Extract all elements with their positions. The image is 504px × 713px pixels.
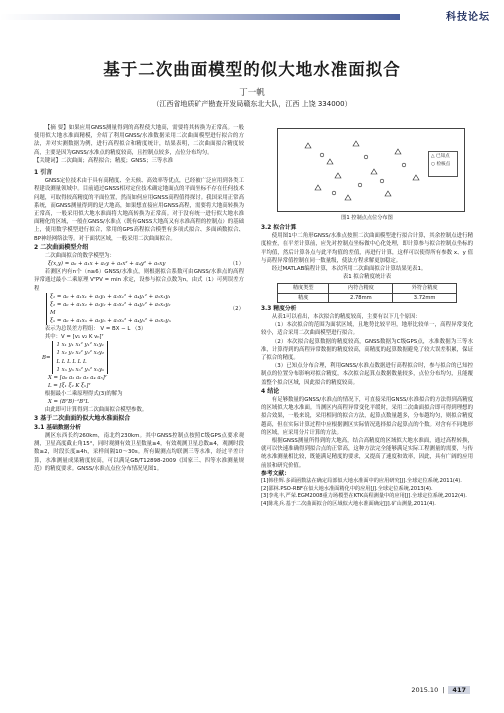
paragraph-reason-1: （1）本次拟合的范围为面状区域，且地势比较平坦，地形比较单一，高程异常变化较小，适合采用二次曲面模型进行拟合。 <box>261 322 473 337</box>
figure-legend <box>428 151 458 177</box>
table-header-row <box>278 284 457 293</box>
vector-l: L = [ξ₁ ξ₂ K ξₙ]ᵀ <box>48 383 91 390</box>
accuracy-table <box>277 283 457 302</box>
legend-check-point: ○ 检核点 <box>431 162 451 167</box>
section-heading-introduction: 1 引言 <box>34 169 53 177</box>
check-point <box>402 163 406 167</box>
matrix-b-body <box>52 341 108 374</box>
matrix-row: L L L L L L <box>56 358 87 365</box>
equation-line: ξ₂ = a₀ + a₁x₂ + a₂y₂ + a₃x₂² + a₄y₂² + a₅x₂y₂ <box>50 301 171 308</box>
known-point <box>353 141 359 146</box>
check-point <box>364 155 368 159</box>
paragraph-data-analysis: 测区东西长约260km，南北约230km。其中GNSS控制点按照C级GPS点要求观测，卫星高度截止角15°，同时观测有效卫星数量≥4，有效观测卫星总数≥4，观测时段数≥2，时段长度≥4h，采样间隔10～30s。所有観测点均联测三等水准，经过平差计算，水准测量成果精度较高，可以满足GB/T12898-2009《国家三、四等水准测量规范》的精度要求。GNSS/水准点点位分布情况见图1。 <box>34 432 244 472</box>
table-header-cell: 外符合精度 <box>393 284 457 293</box>
page-footer <box>411 686 470 694</box>
known-point <box>371 169 377 174</box>
reference-item: [4]陈兆兵.基于二次曲面拟合的区域似大地水准面确定[J].矿山测量,2011(4). <box>261 500 436 507</box>
matrix-b <box>42 341 244 374</box>
table-cell: 3.72mm <box>393 293 457 302</box>
paragraph-solution: 根据最小二乘原理得式(3)的解为 <box>44 391 123 398</box>
known-points <box>305 141 419 200</box>
equation-line: M <box>50 309 56 316</box>
check-points <box>320 153 406 195</box>
known-point <box>305 143 311 148</box>
table-header-cell: 内符合精度 <box>329 284 393 293</box>
matrix-row: 1 x₂ y₂ x₂² y₂² x₂y₂ <box>56 350 105 357</box>
figure-1-caption: 图1 控制点点位分布图 <box>341 215 393 221</box>
header-gradient-strip <box>0 14 400 20</box>
table-header-cell: 精度类型 <box>278 284 329 293</box>
paragraph-introduction: GNSS定位技术由于具有高精度、全天候、高效率等优点，已经被广泛应用到各类工程建设测量领域中。目前通过GNSS相对定位技术确定地面点的平面坐标不存在任何技术问题，可取得较高精度的平面位置，然而如何应用GNSS高程值得探讨。我国采用正常高系统，而GNSS测量得到的是大地高，如果想直接应用GNSS高程，需要将大地高转换为正常高，一般采用似大地水准面将大地高转换为正常高。对于没有统一进行似大地水准面精化的区域，一般在GNSS/水准点（既有GNSS大地高又有水准高程的控制点）的基础上，使用数学模型进行拟合，常用的GPS高程拟合模型有多项式拟合、多面函数拟合、BP神经网络法等。对于面状区域，一般采用二次曲面拟合。 <box>34 178 244 242</box>
legend-known-point: △ 已知点 <box>431 154 450 159</box>
subsection-heading-calculation: 3.2 拟合计算 <box>261 225 297 231</box>
check-point <box>332 191 336 195</box>
known-point <box>327 159 333 164</box>
abstract: 【摘 要】如果应用GNSS测量得到的高程使大地高，需要将其转换为正常高。一般使用似大地水准面精模，介绍了利用GNSS/水准数据采用二次曲面模型进行拟合的方法，并对实测数据为例，进行高程拟合和精度统计，结果表明，二次曲面拟合精度较高，主要是因为GNSS/水准点的精度较高，且控制点较多，点位分布均匀。 <box>34 125 244 156</box>
known-point <box>335 173 341 178</box>
paragraph-reason-3: （3）已知点分布合理，利用GNSS/水准点数据进行高程拟合时，参与拟合的已知控制点的位置分布影响对拟合精度，本次拟合起算点数据数量较多，点位分布均匀，且能覆盖整个拟合区域，因此拟合的精度较高。 <box>261 363 473 386</box>
references-heading: 参考文献： <box>261 470 290 477</box>
author-name: 丁一帆 <box>239 88 265 98</box>
formula-1-text: ξ(x,y) = a₀ + a₁x + a₂y + a₃x² + a₄y² + a₅xy <box>48 261 166 268</box>
equation-system-number: （2） <box>229 305 244 312</box>
subsection-heading-accuracy: 3.3 精度分析 <box>261 305 297 312</box>
paragraph-least-squares: 若测区内有n个（n≥6）GNSS/水准点，则根据拟合系数可由GNSS/水准点的高程异常通过最小二乘原理 VᵀPV = min 求定，设参与拟合点数为n，由式（1）可列误差方程 <box>34 269 244 292</box>
equation-line: ξₙ = a₀ + a₁xₙ + a₂yₙ + a₃xₙ² + a₄yₙ² + a₅xₙyₙ <box>50 317 171 324</box>
table-1-caption: 表1 拟合精度统计表 <box>342 274 392 281</box>
equation-line: ξ₁ = a₀ + a₁x₁ + a₂y₁ + a₃x₁² + a₄y₁² + a₅x₁y₁ <box>50 293 171 300</box>
figure-1-frame <box>277 128 465 212</box>
section-heading-fitting: 3 基于二次曲面的似大地水准面拟合 <box>34 415 131 423</box>
check-point <box>358 183 362 187</box>
subsection-heading-data: 3.1 基础数据分析 <box>34 424 82 431</box>
right-column <box>261 124 473 508</box>
section-heading-model: 2 二次曲面模型介绍 <box>34 243 89 251</box>
known-point <box>315 185 321 190</box>
author-affiliation: （江西省地质矿产勘查开发局赣东北大队，江西 上饶 334000） <box>152 100 352 108</box>
table-cell: 2.78mm <box>329 293 393 302</box>
formula-1-number: （1） <box>229 261 244 268</box>
paragraph-accuracy-intro: 从表1可以看出，本次拟合的精度较高，主要有以下几个原因： <box>271 314 421 321</box>
equation-system <box>34 293 244 325</box>
paragraph-error-equation: 表示为总误差方程组： V = BX − L （3） <box>44 325 147 332</box>
known-point <box>413 175 419 180</box>
paragraph-vector-v: 其中：V = [v₁ v₂ K vₙ]ᵀ <box>44 334 104 341</box>
figure-1 <box>261 124 473 224</box>
paragraph-params: 由此即可计算得到二次曲面拟合模型参数。 <box>44 407 148 414</box>
known-point <box>385 191 391 196</box>
section-label: 科技论坛 <box>446 12 490 23</box>
equation-system-lines <box>46 293 244 325</box>
matrix-b-label: B= <box>42 354 51 361</box>
paragraph-matlab: 经过MATLAB编程计算，本次所用二次曲面拟合计算结果见表1。 <box>271 266 427 273</box>
keywords: 【关键词】二次曲面；高程拟合；精度；GNSS；三等水准 <box>34 157 174 164</box>
section-heading-conclusion: 4 结论 <box>261 387 280 395</box>
matrix-row: 1 x₁ y₁ x₁² y₁² x₁y₁ <box>56 342 105 349</box>
paragraph-reason-2: （2）本次拟合起算数据的精度较高，GNSS数据为C级GPS点，水准数据为三等水准，计算得到的高程异常数据的精度较高，高精度的起算数据避免了较大误差积累，保证了拟合的精度。 <box>261 338 473 362</box>
page-number: 417 <box>448 686 470 694</box>
check-point <box>320 153 324 157</box>
issue-date: 2015.10 <box>411 686 439 694</box>
reference-item: [1]韩佳辉.多面函数法在确定局部似大地水准面中的应用研究[J].全球定位系统,2011(4). <box>261 478 462 485</box>
paragraph-calculation: 使用图1中二角形GNSS/水准点按照二次曲面模型进行拟合计算，其余控制点进行精度检查，在平差计算前，应先对控制点坐标做中心化处理，即计算参与拟合控制点坐标的平均值，然后计算各点与此平均值的差值，再进行计算，这样可以使得所有参数 x、y 值与高程异常值控制在同一数量级，使法方程求解更加稳定。 <box>261 233 473 264</box>
reference-item: [2]邵林.PSO-RBF在似大地水准面精化中的应用[J].全球定位系统,2013(4). <box>261 485 433 492</box>
header-bar <box>0 0 504 26</box>
table-cell: 精度 <box>278 293 329 302</box>
solution-formula: X = (BᵀB)⁻¹BᵀL <box>48 399 89 406</box>
paragraph-conclusion-2: 根据GNSS测量所得到的大地高，结合高精度的区域似大地水准面，通过高程转换，就可以快速准确得到拟合点的正常高，这种方法完全能够满足实际工程测量的需要，与传统水准测量相比较，既能满足精度的要求，又提高了速度和效率，因此，具有广阔的应用前景和研究价值。 <box>261 438 473 469</box>
reference-item: [3]李兆丰,严荣.EGM2008重力场模型在KTK高程测量中的应用[J].全球定位系统,2012(4). <box>261 493 467 500</box>
known-point <box>345 195 351 200</box>
paragraph-model-intro: 二次曲面拟合的数学模型为： <box>44 253 115 260</box>
formula-1 <box>34 260 244 268</box>
references-list <box>261 478 473 508</box>
vector-x: X = [a₀ a₁ a₂ a₃ a₄ a₅]ᵀ <box>48 375 108 382</box>
table-row <box>278 293 457 302</box>
left-column <box>34 124 244 473</box>
article-title: 基于二次曲面模型的似大地水准面拟合 <box>103 60 401 79</box>
paragraph-conclusion-1: 有足够数量的GNSS/水准点的情况下，可直接采用GNSS/水准拟合的方法得到高精度的区域似大地水准面。当测区内高程异常变化平缓时，采用二次曲面拟合即可得到理想的拟合效果，一般来说，采用相同的拟合方法，起算点数量越多，分布越均匀，则拟合精度越高，但在实际计算过程中应根据测区实际情况选择拟合起算点的个数。对含有不同地形的区域，应采用分片计算的方法。 <box>261 397 473 436</box>
check-point <box>380 179 384 183</box>
known-point <box>395 149 401 154</box>
matrix-row: 1 xₙ yₙ xₙ² yₙ² xₙyₙ <box>56 366 105 373</box>
page-divider: | <box>442 686 445 694</box>
